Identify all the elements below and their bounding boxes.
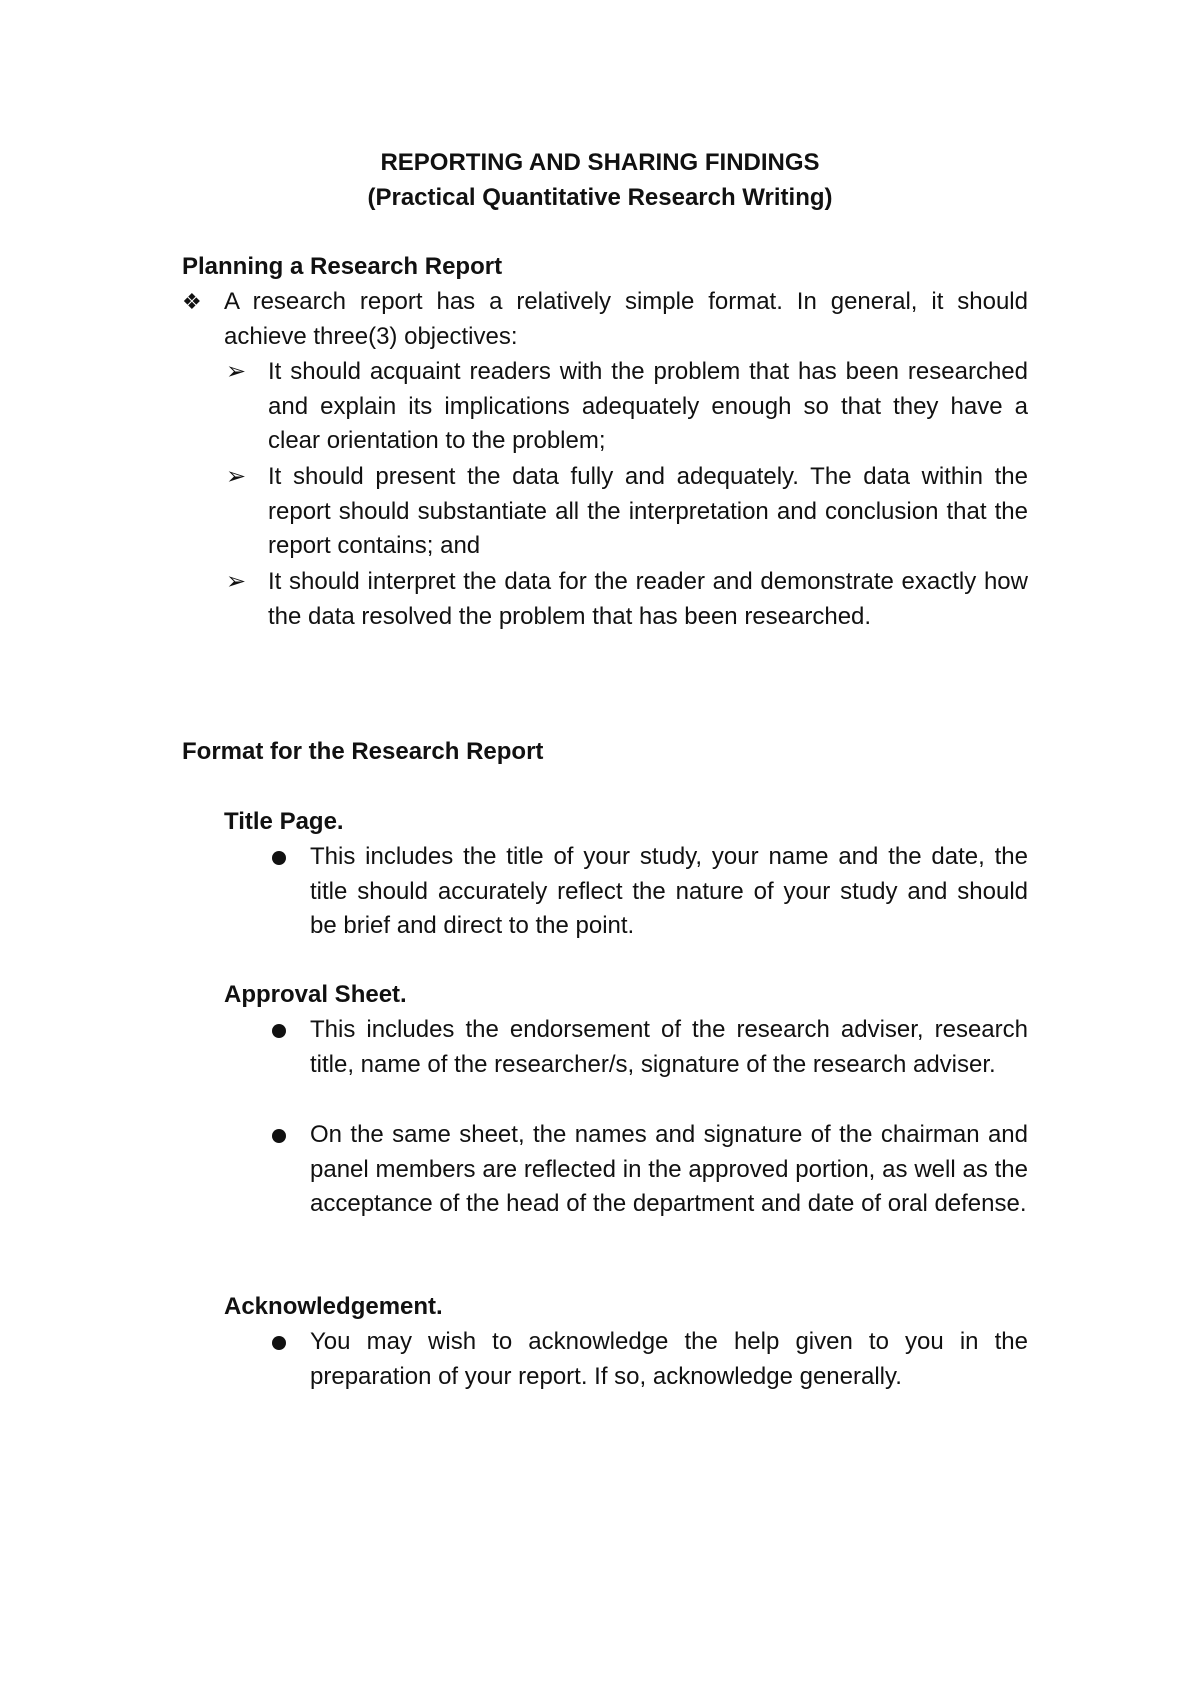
section-heading-acknowledgement: Acknowledgement. xyxy=(224,1293,443,1320)
objective-text: It should interpret the data for the reader and demonstrate exactly how the data resolved the problem that has been researched. xyxy=(268,568,1028,630)
section-bullet-item xyxy=(268,1013,1028,1118)
planning-intro-text: A research report has a relatively simple format. In general, it should achieve three(3) objectives: xyxy=(224,288,1028,350)
planning-heading: Planning a Research Report xyxy=(182,253,503,280)
objective-text: It should present the data fully and adequately. The data within the report should substantiate all the interpretation and conclusion that the report contains; and xyxy=(268,463,1028,559)
section-heading-approval-sheet: Approval Sheet. xyxy=(224,981,407,1008)
section-bullet-item xyxy=(268,1325,1028,1395)
section-bullet-item xyxy=(268,840,1028,945)
diamond-bullet-icon: ❖ xyxy=(182,289,202,314)
round-bullet-icon xyxy=(272,1129,286,1143)
section-bullet-text: This includes the title of your study, your name and the date, the title should accurately reflect the nature of your study and should be brief and direct to the point. xyxy=(310,843,1028,939)
objective-item xyxy=(226,355,1028,460)
section-bullet-text: This includes the endorsement of the research adviser, research title, name of the researcher/s, signature of the research adviser. xyxy=(310,1016,1028,1078)
section-heading-title-page: Title Page. xyxy=(224,808,344,835)
section-bullet-text: You may wish to acknowledge the help given to you in the preparation of your report. If so, acknowledge generally. xyxy=(310,1328,1028,1390)
arrow-bullet-icon: ➢ xyxy=(226,358,247,385)
section-bullet-item xyxy=(268,1118,1028,1258)
document-subtitle: (Practical Quantitative Research Writing) xyxy=(367,184,833,211)
format-heading: Format for the Research Report xyxy=(182,738,544,765)
objective-text: It should acquaint readers with the problem that has been researched and explain its implications adequately enough so that they have a clear orientation to the problem; xyxy=(268,358,1028,454)
round-bullet-icon xyxy=(272,851,286,865)
objective-item xyxy=(226,460,1028,565)
planning-intro-item xyxy=(182,285,1028,355)
section-bullet-text: On the same sheet, the names and signature of the chairman and panel members are reflected in the approved portion, as well as the acceptance of the head of the department and date of oral defense. xyxy=(310,1121,1028,1217)
round-bullet-icon xyxy=(272,1336,286,1350)
document-title: REPORTING AND SHARING FINDINGS xyxy=(380,149,820,176)
round-bullet-icon xyxy=(272,1024,286,1038)
objective-item xyxy=(226,565,1028,670)
arrow-bullet-icon: ➢ xyxy=(226,463,247,490)
arrow-bullet-icon: ➢ xyxy=(226,568,247,595)
